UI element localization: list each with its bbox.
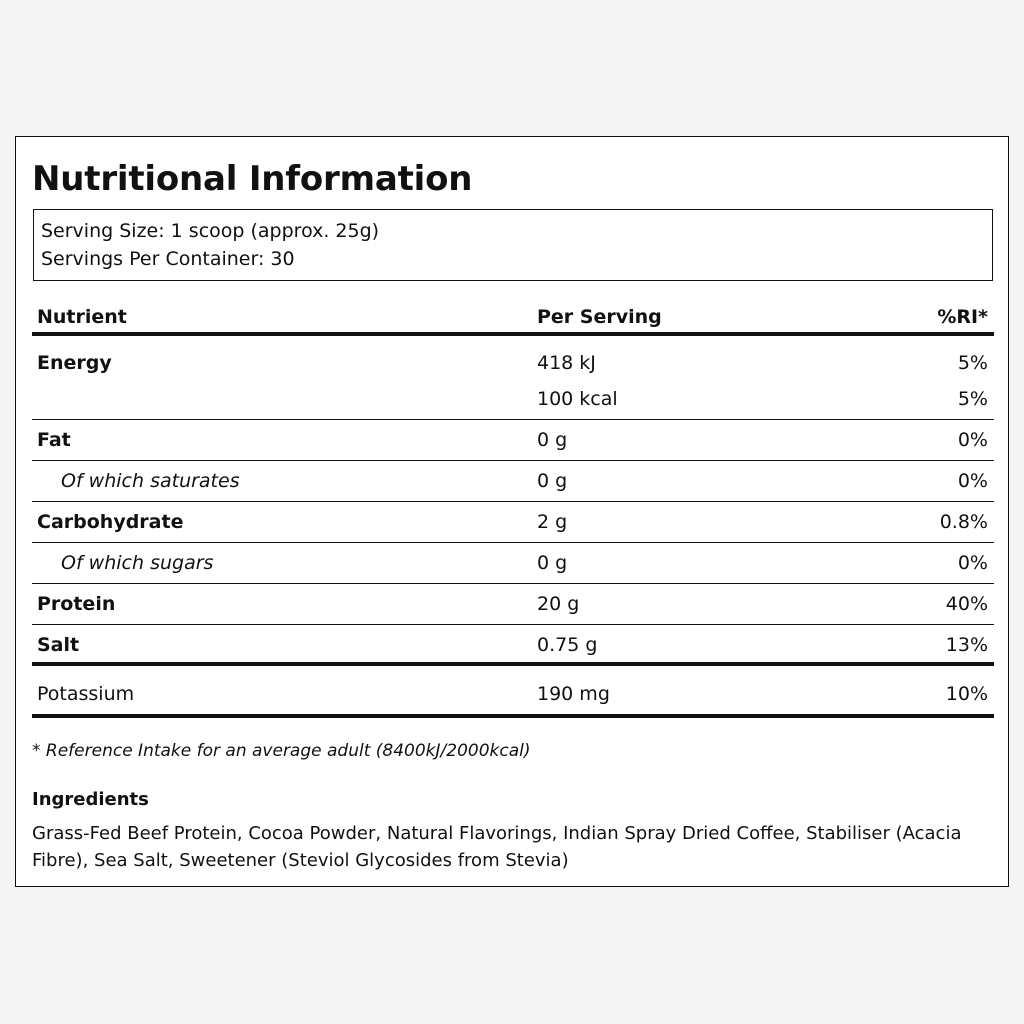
table-row-salt [32, 625, 994, 666]
per-serving-value: 190 mg [537, 683, 610, 705]
nutrient-name: Protein [37, 593, 116, 615]
table-row-potassium [32, 666, 994, 718]
table-row-protein [32, 584, 994, 625]
table-row-carbohydrate [32, 502, 994, 543]
serving-size: Serving Size: 1 scoop (approx. 25g) [41, 220, 380, 242]
table-row-fat [32, 420, 994, 461]
header-per-serving: Per Serving [537, 306, 662, 328]
per-serving-value: 100 kcal [537, 388, 618, 410]
ri-value: 10% [945, 683, 988, 705]
ri-value: 5% [957, 352, 988, 374]
nutrient-name: Of which saturates [61, 470, 240, 492]
per-serving-value: 20 g [537, 593, 580, 615]
nutrient-name: Fat [37, 429, 71, 451]
per-serving-value: 0 g [537, 470, 568, 492]
table-row-saturates [32, 461, 994, 502]
table-row-sugars [32, 543, 994, 584]
servings-per-container: Servings Per Container: 30 [41, 248, 295, 270]
ingredients-heading: Ingredients [32, 789, 149, 810]
nutrition-table [32, 297, 994, 718]
ri-value: 5% [957, 388, 988, 410]
page-title: Nutritional Information [32, 159, 473, 199]
per-serving-value: 0 g [537, 429, 568, 451]
nutrient-name: Of which sugars [61, 552, 214, 574]
nutrient-name: Energy [37, 352, 112, 374]
serving-info-box [33, 209, 993, 281]
per-serving-value: 418 kJ [537, 352, 596, 374]
table-row-energy-kj [32, 336, 994, 382]
ingredients-text: Grass-Fed Beef Protein, Cocoa Powder, Natural Flavorings, Indian Spray Dried Coffee, Stabiliser (Acacia Fibre), Sea Salt, Sweetener (Steviol Glycosides from Stevia) [32, 823, 962, 871]
ri-value: 0.8% [939, 511, 988, 533]
nutrient-name: Potassium [37, 683, 135, 705]
ri-value: 0% [957, 552, 988, 574]
nutrition-label [15, 136, 1009, 887]
header-nutrient: Nutrient [37, 306, 127, 328]
table-row-energy-kcal [32, 382, 994, 420]
ri-value: 40% [945, 593, 988, 615]
table-header-row [32, 297, 994, 336]
nutrient-name: Carbohydrate [37, 511, 184, 533]
ri-footnote: * Reference Intake for an average adult (8400kJ/2000kcal) [32, 741, 531, 761]
ri-value: 0% [957, 429, 988, 451]
ri-value: 0% [957, 470, 988, 492]
per-serving-value: 0 g [537, 552, 568, 574]
ri-value: 13% [945, 634, 988, 656]
header-ri: %RI* [937, 306, 988, 328]
per-serving-value: 2 g [537, 511, 568, 533]
nutrient-name: Salt [37, 634, 80, 656]
per-serving-value: 0.75 g [537, 634, 598, 656]
